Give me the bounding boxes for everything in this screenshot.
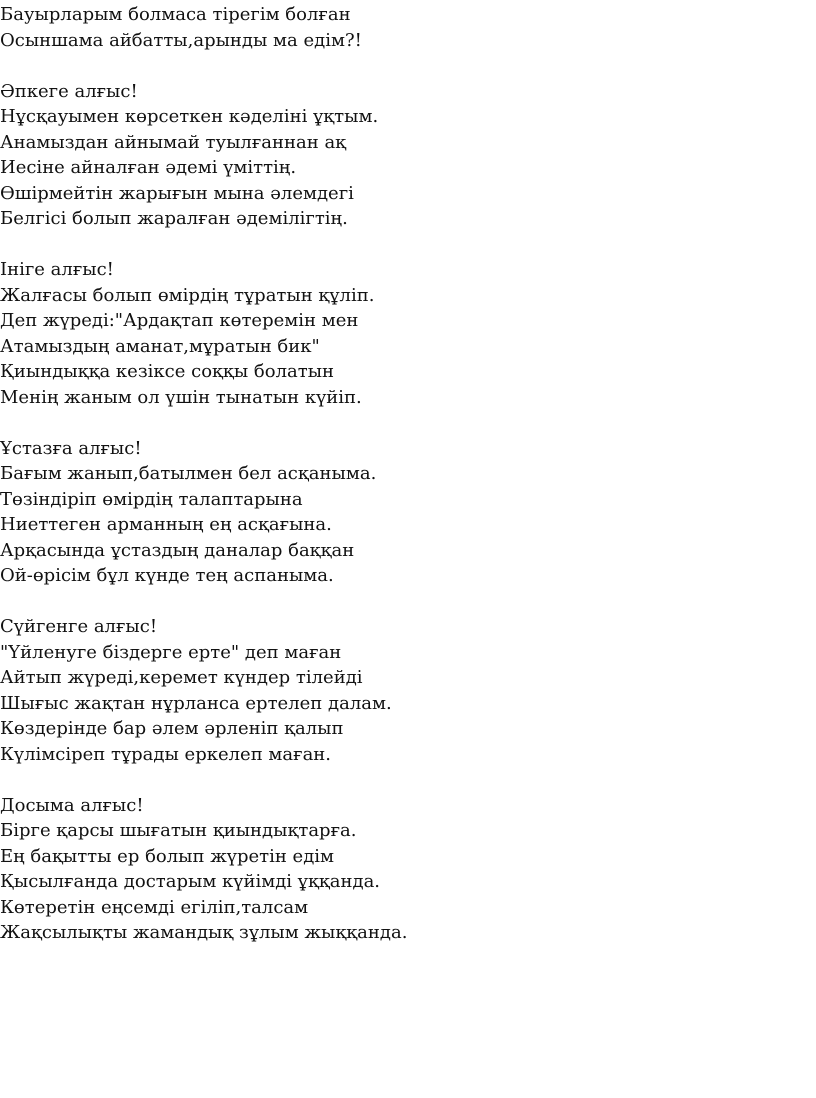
stanza-gap (0, 589, 816, 615)
poem-line: Көтеретін еңсемді егіліп,талсам (0, 896, 309, 918)
intro-line: Бауырларым болмаса тірегім болған (0, 4, 351, 25)
poem-line: Қысылғанда достарым күйімді ұққанда. (0, 871, 381, 892)
poem-line: "Үйленуге біздерге ерте" деп маған (0, 641, 342, 663)
poem-line: Көздерінде бар әлем әрленіп қалып (0, 718, 344, 739)
poem-line: Айтып жүреді,керемет күндер тілейді (0, 667, 363, 688)
poem-line: Атамыздың аманат,мұратын бик" (0, 335, 320, 357)
poem-line: Өшірмейтін жарығын мына әлемдегі (0, 182, 354, 204)
poem-line: Бағым жанып,батылмен бел асқаныма. (0, 463, 377, 484)
poem-line: Бірге қарсы шығатын қиындықтарға. (0, 820, 357, 841)
poem-line: Шығыс жақтан нұрланса ертелеп далам. (0, 692, 392, 714)
stanza-heading: Досыма алғыс! (0, 794, 144, 816)
stanza-heading: Ініге алғыс! (0, 259, 114, 280)
poem-line: Анамыздан айнымай туылғаннан ақ (0, 131, 347, 153)
poem-document (0, 2, 816, 946)
poem-line: Ниеттеген арманның ең асқағына. (0, 514, 332, 535)
poem-line: Иесіне айналған әдемі үміттің. (0, 157, 297, 178)
poem-line: Белгісі болып жаралған әдемілігтің. (0, 208, 348, 229)
poem-line: Күлімсіреп тұрады еркелеп маған. (0, 743, 332, 765)
poem-line: Менің жаным ол үшін тынатын күйіп. (0, 386, 362, 408)
poem-line: Жақсылықты жамандық зұлым жыққанда. (0, 922, 408, 943)
poem-line: Төзіндіріп өмірдің талаптарына (0, 488, 303, 510)
stanza-heading: Әпкеге алғыс! (0, 80, 138, 102)
poem-line: Нұсқауымен көрсеткен кәделіні ұқтым. (0, 106, 379, 127)
stanza-gap (0, 53, 816, 79)
poem-line: Деп жүреді:"Ардақтап көтеремін мен (0, 310, 359, 331)
stanza-heading: Сүйгенге алғыс! (0, 616, 158, 637)
stanza-gap (0, 410, 816, 436)
poem-line: Жалғасы болып өмірдің тұратын құліп. (0, 284, 375, 306)
intro-line: Осыншама айбатты,арынды ма едім?! (0, 29, 362, 51)
poem-line: Ең бақытты ер болып жүретін едім (0, 845, 335, 867)
poem-line: Арқасында ұстаздың даналар баққан (0, 539, 355, 561)
poem-line: Қиындыққа кезіксе соққы болатын (0, 361, 335, 382)
poem-line: Ой-өрісім бұл күнде тең аспаныма. (0, 565, 334, 586)
stanza-gap (0, 767, 816, 793)
stanza-heading: Ұстазға алғыс! (0, 437, 142, 459)
stanza-gap (0, 232, 816, 258)
